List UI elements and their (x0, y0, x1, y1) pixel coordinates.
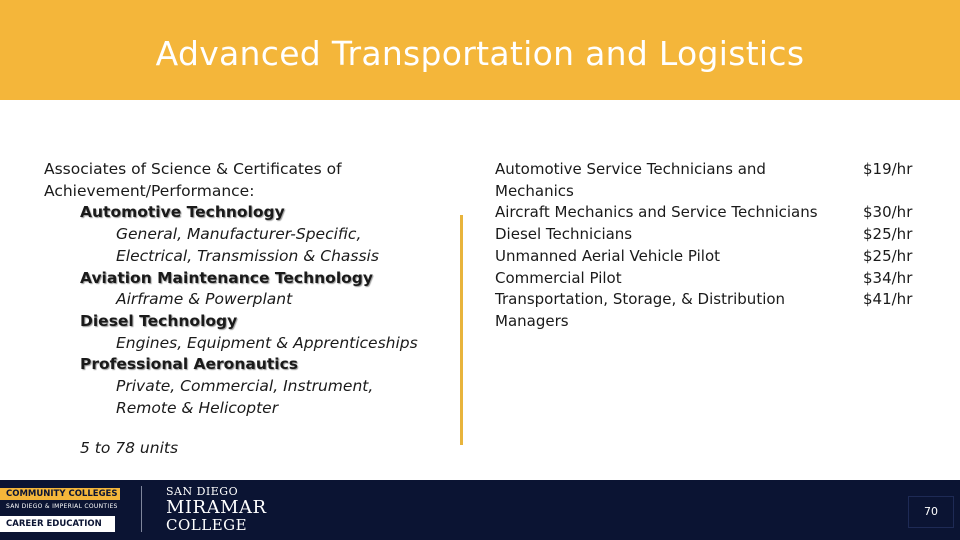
occupation-aircraft: Aircraft Mechanics and Service Technicians (495, 203, 818, 222)
college-logo-line1: SAN DIEGO (166, 485, 239, 498)
occupation-transport-line2: Managers (495, 311, 569, 330)
slide-title: Advanced Transportation and Logistics (155, 34, 805, 73)
programs-intro-line2: Achievement/Performance: (44, 181, 255, 200)
program-aeronautics-sub1: Private, Commercial, Instrument, (116, 377, 374, 396)
college-logo-line3: COLLEGE (166, 516, 248, 534)
community-colleges-logo (0, 488, 120, 534)
college-logo-line2: MIRAMAR (166, 497, 267, 518)
occupation-pilot: Commercial Pilot (495, 268, 622, 287)
wage-pilot: $34/hr (863, 268, 913, 287)
program-aeronautics-title: Professional Aeronautics (80, 355, 298, 374)
wages-list (863, 159, 943, 311)
wage-uav: $25/hr (863, 246, 913, 265)
program-automotive-sub1: General, Manufacturer-Specific, (116, 225, 362, 244)
cc-logo-line2: SAN DIEGO & IMPERIAL COUNTIES (6, 503, 118, 510)
cc-logo-bar-bottom (0, 516, 115, 532)
wage-spacer (863, 181, 943, 203)
program-diesel-sub: Engines, Equipment & Apprenticeships (116, 333, 418, 352)
occupation-auto-line2: Mechanics (495, 181, 574, 200)
footer-logo-separator (141, 486, 142, 532)
occupation-transport-line1: Transportation, Storage, & Distribution (495, 290, 786, 309)
occupations-list (495, 159, 825, 333)
program-automotive-sub2: Electrical, Transmission & Chassis (116, 246, 379, 265)
wage-diesel: $25/hr (863, 225, 913, 244)
header-bar (0, 0, 960, 100)
programs-list (44, 159, 454, 419)
wage-transport: $41/hr (863, 290, 913, 309)
cc-logo-line1: COMMUNITY COLLEGES (6, 489, 118, 499)
program-aviation-title: Aviation Maintenance Technology (80, 268, 373, 287)
program-diesel-title: Diesel Technology (80, 311, 238, 330)
cc-logo-bar-top (0, 488, 120, 500)
miramar-college-logo (166, 486, 266, 533)
wage-aircraft: $30/hr (863, 203, 913, 222)
programs-intro-line1: Associates of Science & Certificates of (44, 160, 342, 178)
wage-auto: $19/hr (863, 160, 913, 178)
occupation-uav: Unmanned Aerial Vehicle Pilot (495, 246, 721, 265)
occupation-diesel: Diesel Technicians (495, 225, 633, 244)
occupation-auto-line1: Automotive Service Technicians and (495, 160, 766, 178)
program-aeronautics-sub2: Remote & Helicopter (116, 398, 279, 417)
units-text: 5 to 78 units (80, 439, 179, 457)
page-number: 70 (908, 496, 954, 528)
program-automotive-title: Automotive Technology (80, 203, 285, 222)
cc-logo-line3: CAREER EDUCATION (6, 519, 102, 529)
footer-bar (0, 480, 960, 540)
program-aviation-sub: Airframe & Powerplant (116, 290, 293, 309)
column-divider (460, 215, 463, 445)
